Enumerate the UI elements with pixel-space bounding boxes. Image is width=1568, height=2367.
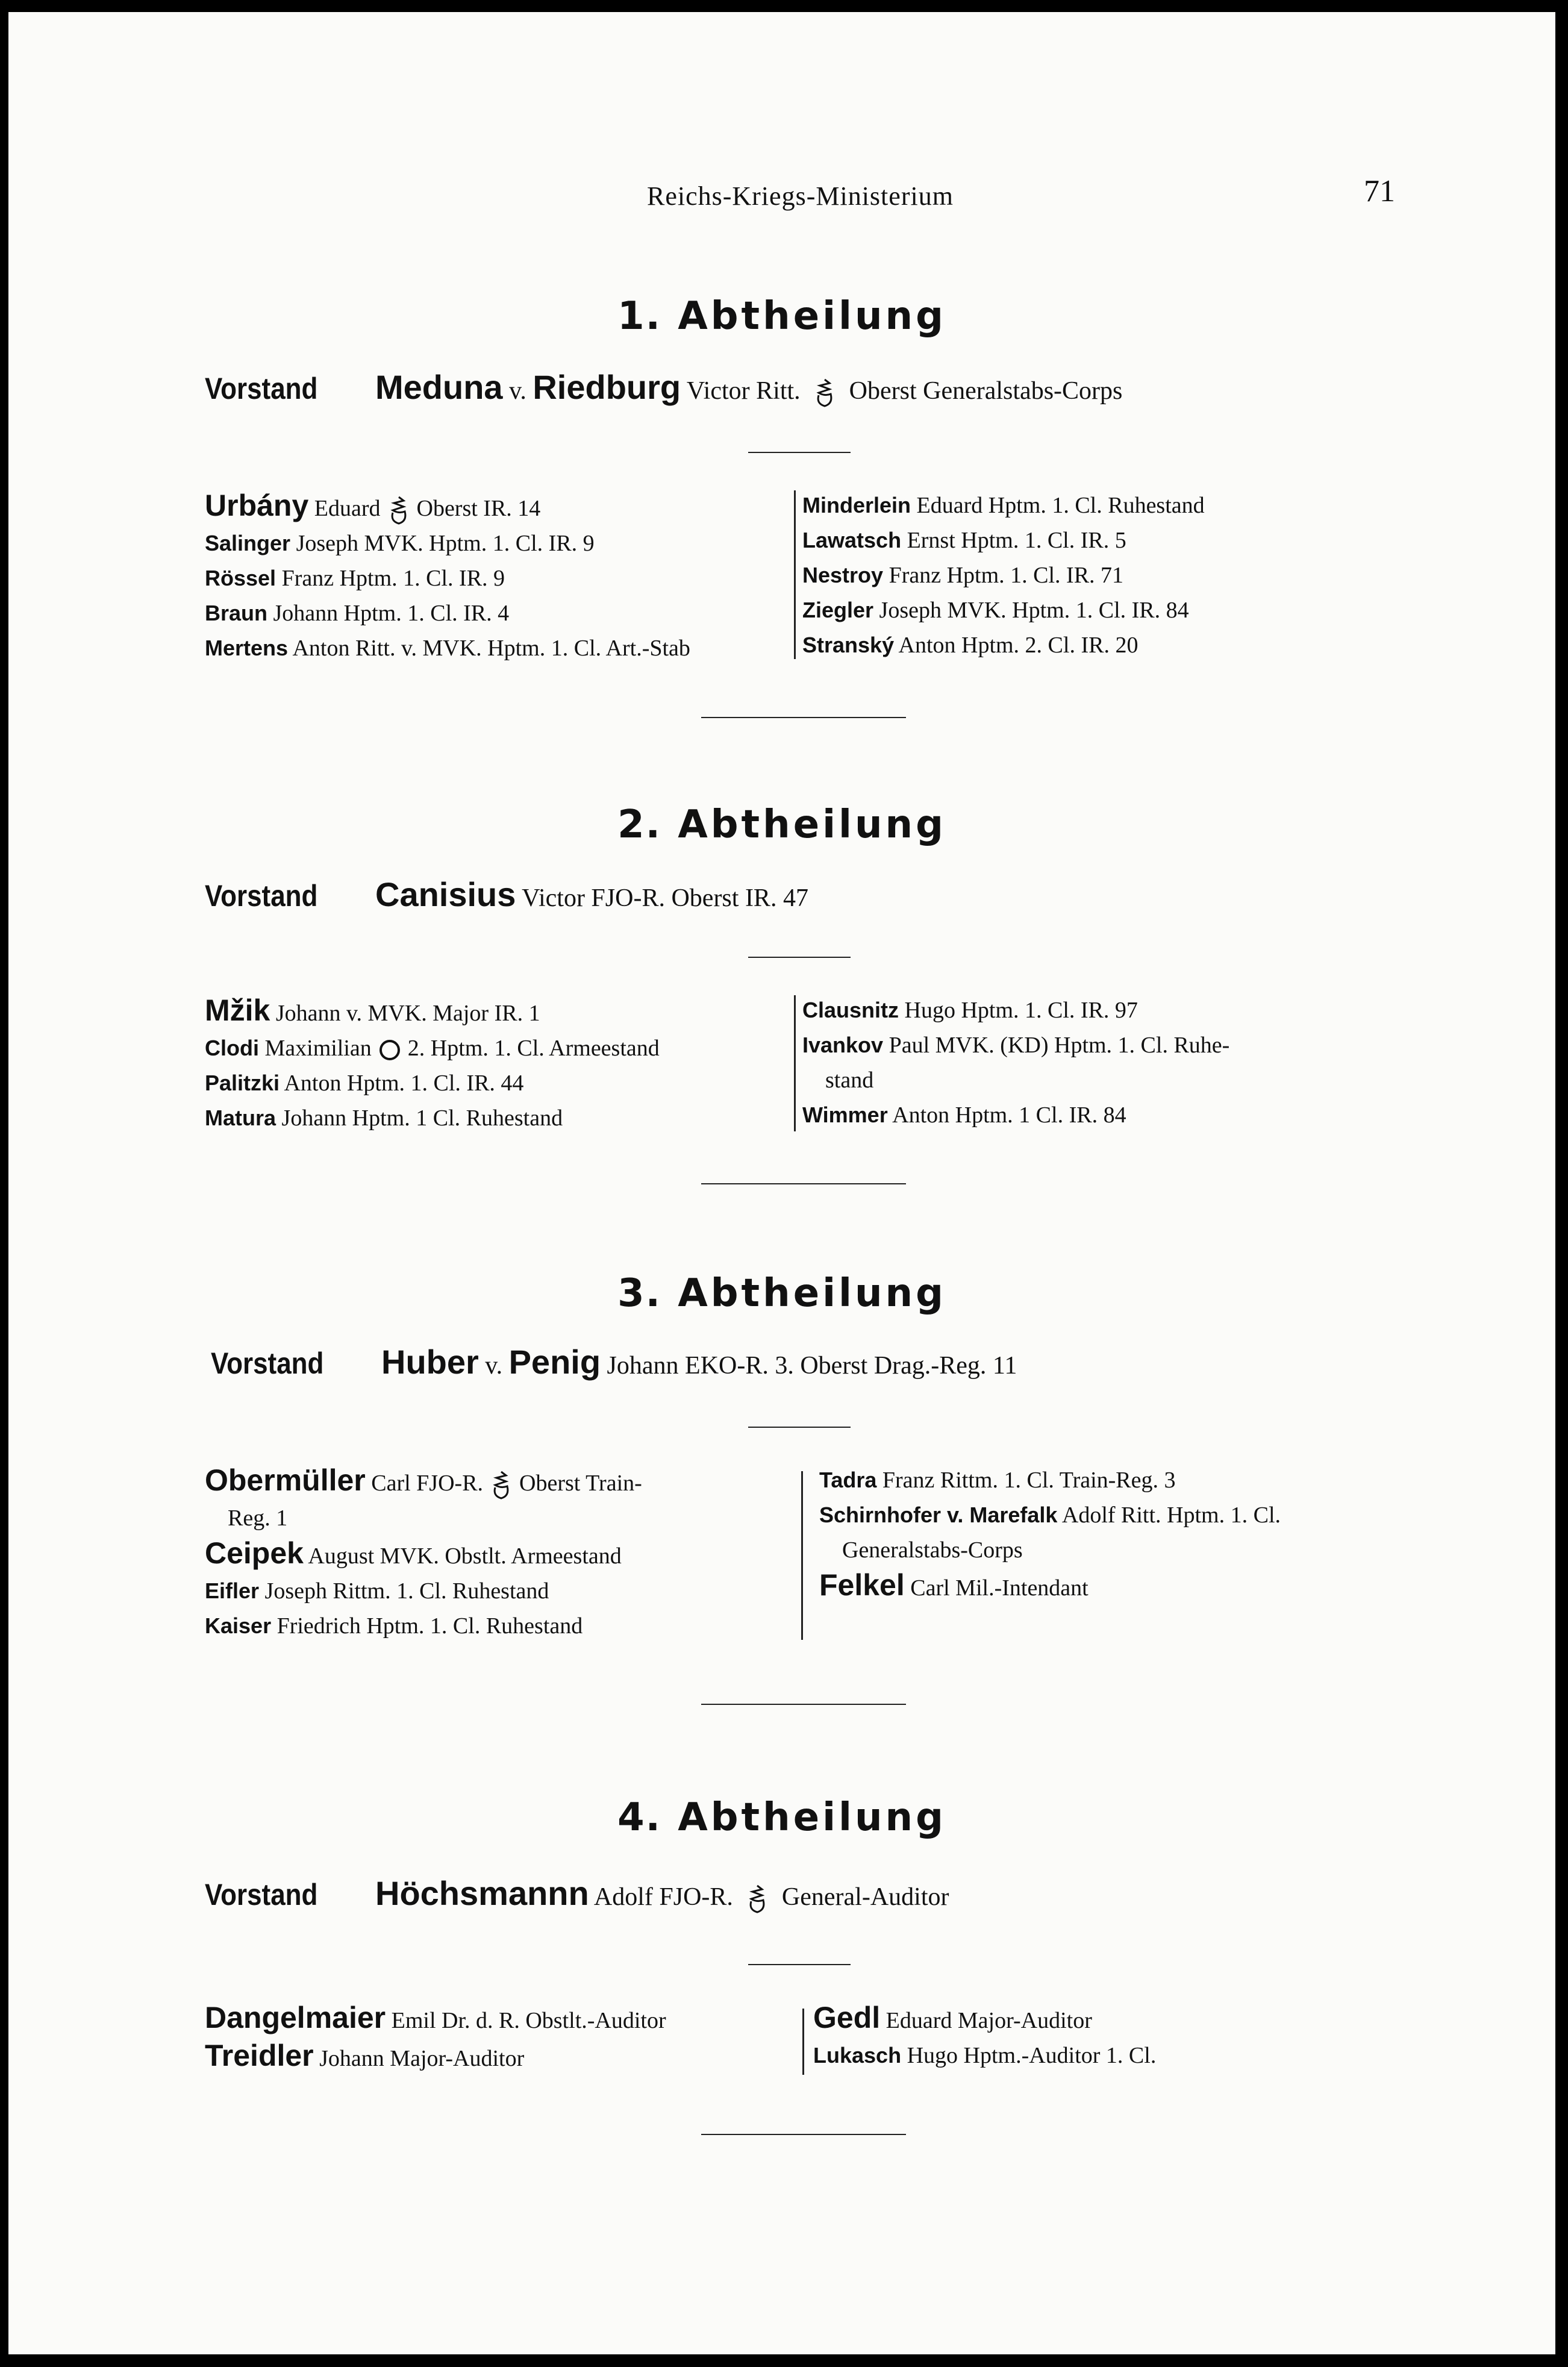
order-decoration-icon (745, 1883, 769, 1915)
order-decoration-icon (813, 377, 837, 408)
divider (701, 1704, 906, 1705)
left-column (205, 993, 795, 1136)
list-item: Braun Johann Hptm. 1. Cl. IR. 4 (205, 601, 510, 627)
list-item: Mertens Anton Ritt. v. MVK. Hptm. 1. Cl. Art.-Stab (205, 636, 690, 661)
list-item-continuation: Generalstabs-Corps (842, 1537, 1023, 1563)
divider (701, 1183, 906, 1184)
list-item: Salinger Joseph MVK. Hptm. 1. Cl. IR. 9 (205, 531, 595, 557)
list-item: Kaiser Friedrich Hptm. 1. Cl. Ruhestand (205, 1613, 583, 1639)
list-item: Felkel Carl Mil.-Intendant (819, 1568, 1089, 1602)
list-item: Wimmer Anton Hptm. 1 Cl. IR. 84 (802, 1102, 1126, 1128)
order-decoration-icon (489, 1469, 513, 1501)
list-item: Lukasch Hugo Hptm.-Auditor 1. Cl. (813, 2043, 1157, 2068)
column-divider (801, 1471, 803, 1640)
list-item: Rössel Franz Hptm. 1. Cl. IR. 9 (205, 566, 505, 592)
list-item-continuation: stand (825, 1068, 874, 1093)
list-item: Matura Johann Hptm. 1 Cl. Ruhestand (205, 1105, 563, 1131)
list-item: Eifler Joseph Rittm. 1. Cl. Ruhestand (205, 1578, 549, 1604)
list-item: Ziegler Joseph MVK. Hptm. 1. Cl. IR. 84 (802, 598, 1189, 623)
right-column (802, 488, 1423, 663)
divider (748, 452, 851, 453)
divider (701, 717, 906, 718)
right-column (802, 993, 1423, 1133)
column-divider (794, 995, 796, 1131)
divider (748, 1427, 851, 1428)
vorstand-line: Vorstand Huber v. Penig Johann EKO-R. 3. Oberst Drag.-Reg. 11 (211, 1343, 1017, 1381)
column-divider (802, 2009, 804, 2075)
order-decoration-icon (387, 495, 411, 526)
list-item: Minderlein Eduard Hptm. 1. Cl. Ruhestand (802, 493, 1205, 518)
right-column (819, 1463, 1440, 1606)
list-item-continuation: Reg. 1 (228, 1506, 288, 1531)
running-header: Reichs-Kriegs-Ministerium (647, 181, 954, 211)
list-item: Stranský Anton Hptm. 2. Cl. IR. 20 (802, 633, 1139, 658)
divider (748, 957, 851, 958)
list-item: Obermüller Carl FJO-R. Oberst Train- (205, 1463, 795, 1501)
list-item: Treidler Johann Major-Auditor (205, 2039, 525, 2072)
left-column (205, 2000, 795, 2076)
list-item: Urbány Eduard Oberst IR. 14 (205, 488, 795, 526)
ring-decoration-icon (378, 1038, 402, 1062)
list-item: Clausnitz Hugo Hptm. 1. Cl. IR. 97 (802, 998, 1138, 1023)
document-page (8, 12, 1555, 2354)
list-item: Lawatsch Ernst Hptm. 1. Cl. IR. 5 (802, 528, 1126, 553)
list-item: Ceipek August MVK. Obstlt. Armeestand (205, 1536, 622, 1571)
section-title: 4. Abtheilung (617, 1795, 946, 1840)
list-item: Schirnhofer v. Marefalk Adolf Ritt. Hptm. 1. Cl. (819, 1502, 1281, 1528)
divider (701, 2134, 906, 2135)
section-title: 3. Abtheilung (617, 1271, 946, 1316)
list-item: Palitzki Anton Hptm. 1. Cl. IR. 44 (205, 1071, 524, 1096)
list-item: Ivankov Paul MVK. (KD) Hptm. 1. Cl. Ruhe- (802, 1033, 1230, 1058)
vorstand-line: Vorstand Meduna v. Riedburg Victor Ritt. Oberst Generalstabs-Corps (205, 367, 1122, 408)
page-number: 71 (1364, 174, 1395, 208)
divider (748, 1964, 851, 1965)
list-item: Tadra Franz Rittm. 1. Cl. Train-Reg. 3 (819, 1468, 1176, 1493)
vorstand-line: Vorstand Canisius Victor FJO-R. Oberst IR. 47 (205, 875, 808, 913)
list-item: Dangelmaier Emil Dr. d. R. Obstlt.-Auditor (205, 2001, 666, 2034)
left-column (205, 488, 795, 666)
left-column (205, 1463, 795, 1643)
list-item: Gedl Eduard Major-Auditor (813, 2001, 1092, 2034)
section-title: 2. Abtheilung (617, 802, 946, 847)
list-item: Clodi Maximilian 2. Hptm. 1. Cl. Armeestand (205, 1031, 795, 1066)
list-item: Nestroy Franz Hptm. 1. Cl. IR. 71 (802, 563, 1124, 588)
vorstand-line: Vorstand Höchsmannn Adolf FJO-R. General-Auditor (205, 1874, 949, 1915)
right-column (813, 2000, 1434, 2073)
list-item: Mžik Johann v. MVK. Major IR. 1 (205, 993, 540, 1027)
column-divider (794, 490, 796, 659)
section-title: 1. Abtheilung (617, 294, 946, 339)
